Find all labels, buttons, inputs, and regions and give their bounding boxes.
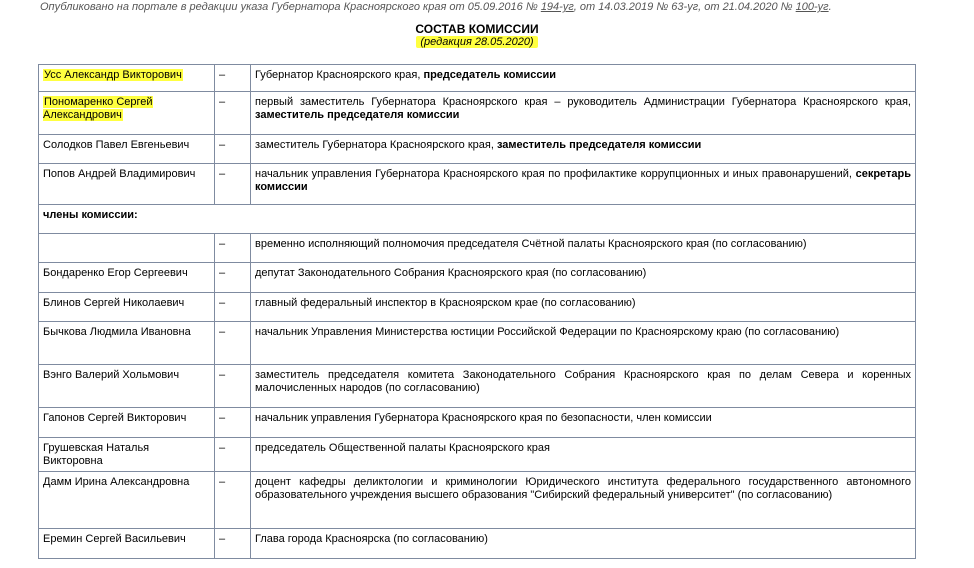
member-role-cell: Глава города Красноярска (по согласованию) <box>251 529 916 559</box>
member-name-cell: Вэнго Валерий Хольмович <box>39 365 215 408</box>
table-row <box>39 408 916 438</box>
member-role-title: заместитель председателя комиссии <box>255 109 460 121</box>
table-row <box>39 365 916 408</box>
table-row <box>39 438 916 472</box>
member-role: заместитель Губернатора Красноярского края, <box>255 139 497 151</box>
member-name-cell: Бондаренко Егор Сергеевич <box>39 263 215 293</box>
dash-cell: – <box>215 322 251 365</box>
member-name: Усс Александр Викторович <box>44 69 182 81</box>
table-row <box>39 92 916 135</box>
member-name-cell: Гапонов Сергей Викторович <box>39 408 215 438</box>
member-name: Пономаренко Сергей Александрович <box>43 96 153 121</box>
member-role-cell <box>251 65 916 92</box>
member-role-cell: заместитель председателя комитета Законодательного Собрания Красноярского края по делам Севера и коренных малочисленных народов (по согласованию) <box>251 365 916 408</box>
table-row <box>39 205 916 234</box>
table-row <box>39 263 916 293</box>
publication-note-suffix: . <box>828 1 832 13</box>
publication-note <box>40 0 940 14</box>
member-name-cell: Солодков Павел Евгеньевич <box>39 135 215 164</box>
table-row <box>39 65 916 92</box>
member-name-cell: Грушевская Наталья Викторовна <box>39 438 215 472</box>
dash-cell: – <box>215 164 251 205</box>
publication-note-prefix: Опубликовано на портале в редакции указа Губернатора Красноярского края от 05.09.2016 № <box>40 1 541 13</box>
table-row <box>39 472 916 529</box>
table-row <box>39 529 916 559</box>
dash-cell: – <box>215 293 251 322</box>
member-role-cell: председатель Общественной палаты Красноярского края <box>251 438 916 472</box>
member-name-cell: Дамм Ирина Александровна <box>39 472 215 529</box>
dash-cell: – <box>215 65 251 92</box>
member-name-cell: Бычкова Людмила Ивановна <box>39 322 215 365</box>
commission-table <box>38 64 916 559</box>
member-name-cell <box>39 234 215 263</box>
member-name-cell <box>39 92 215 135</box>
member-role-cell: временно исполняющий полномочия председателя Счётной палаты Красноярского края (по согласованию) <box>251 234 916 263</box>
member-role-cell: начальник управления Губернатора Красноярского края по безопасности, член комиссии <box>251 408 916 438</box>
member-role: начальник управления Губернатора Красноярского края по профилактике коррупционных и иных правонарушений, <box>255 168 856 180</box>
member-role: первый заместитель Губернатора Красноярского края – руководитель Администрации Губернатора Красноярского края, <box>255 96 911 108</box>
section-label: члены комиссии: <box>39 205 916 234</box>
revision-subtitle <box>0 36 954 48</box>
table-row <box>39 293 916 322</box>
member-role-title: заместитель председателя комиссии <box>496 139 702 151</box>
dash-cell: – <box>215 438 251 472</box>
dash-cell: – <box>215 472 251 529</box>
dash-cell: – <box>215 135 251 164</box>
dash-cell: – <box>215 408 251 438</box>
member-role-title: секретарь комиссии <box>255 168 911 193</box>
table-row <box>39 322 916 365</box>
member-name-cell: Попов Андрей Владимирович <box>39 164 215 205</box>
dash-cell: – <box>215 92 251 135</box>
member-role-cell: начальник Управления Министерства юстиции Российской Федерации по Красноярскому краю (по согласованию) <box>251 322 916 365</box>
page-title: СОСТАВ КОМИССИИ <box>415 22 539 36</box>
dash-cell: – <box>215 365 251 408</box>
publication-note-middle: , от 14.03.2019 № 63-уг, от 21.04.2020 № <box>573 1 796 13</box>
table-row <box>39 234 916 263</box>
table-row <box>39 135 916 164</box>
revision-subtitle-text: (редакция 28.05.2020) <box>416 36 537 48</box>
member-role-cell: депутат Законодательного Собрания Красноярского края (по согласованию) <box>251 263 916 293</box>
dash-cell: – <box>215 234 251 263</box>
member-name-cell: Блинов Сергей Николаевич <box>39 293 215 322</box>
decree-link-100[interactable]: 100-уг <box>795 1 829 13</box>
dash-cell: – <box>215 263 251 293</box>
table-row <box>39 164 916 205</box>
member-role-cell <box>251 92 916 135</box>
dash-cell: – <box>215 529 251 559</box>
member-role-cell <box>251 135 916 164</box>
member-role-title: председатель комиссии <box>423 69 556 81</box>
member-role: Губернатор Красноярского края, <box>255 69 424 81</box>
member-role-cell: доцент кафедры деликтологии и криминологии Юридического института федерального государственного автономного образовательного учреждения высшего образования "Сибирский федеральный университет" (по согласованию) <box>251 472 916 529</box>
member-role-cell <box>251 164 916 205</box>
decree-link-194[interactable]: 194-уг <box>540 1 574 13</box>
member-role-cell: главный федеральный инспектор в Красноярском крае (по согласованию) <box>251 293 916 322</box>
member-name-cell: Еремин Сергей Васильевич <box>39 529 215 559</box>
member-name-cell <box>39 65 215 92</box>
